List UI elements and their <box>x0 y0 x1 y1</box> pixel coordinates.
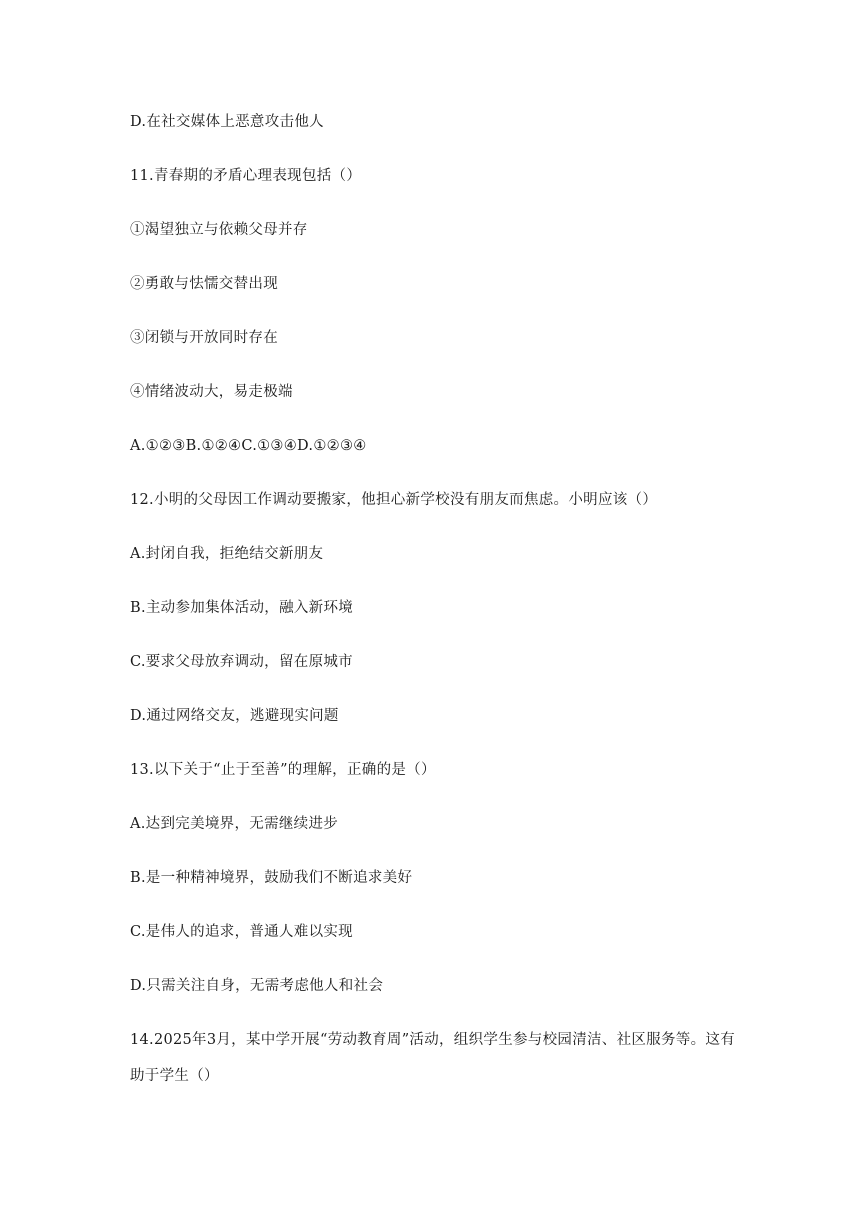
q12-option-c: C.要求父母放弃调动，留在原城市 <box>130 654 353 670</box>
q11-stem: 11.青春期的矛盾心理表现包括（） <box>130 168 362 184</box>
q13-stem: 13.以下关于“止于至善”的理解，正确的是（） <box>130 762 436 778</box>
q11-options: A.①②③B.①②④C.①③④D.①②③④ <box>130 438 367 454</box>
q12-option-b: B.主动参加集体活动，融入新环境 <box>130 600 354 616</box>
q12-option-d: D.通过网络交友，逃避现实问题 <box>130 708 339 724</box>
q12-option-a: A.封闭自我，拒绝结交新朋友 <box>130 546 324 562</box>
q12-stem: 12.小明的父母因工作调动要搬家，他担心新学校没有朋友而焦虑。小明应该（） <box>130 492 658 508</box>
q13-option-c: C.是伟人的追求，普通人难以实现 <box>130 924 353 940</box>
q11-statement-2: ②勇敢与怯懦交替出现 <box>130 276 278 292</box>
q11-statement-1: ①渴望独立与依赖父母并存 <box>130 222 308 238</box>
q13-option-a: A.达到完美境界，无需继续进步 <box>130 816 339 832</box>
q13-option-d: D.只需关注自身，无需考虑他人和社会 <box>130 978 384 994</box>
q13-option-b: B.是一种精神境界，鼓励我们不断追求美好 <box>130 870 413 886</box>
q11-statement-3: ③闭锁与开放同时存在 <box>130 330 278 346</box>
q10-option-d: D.在社交媒体上恶意攻击他人 <box>130 114 324 130</box>
q14-stem: 14.2025年3月，某中学开展“劳动教育周”活动，组织学生参与校园清洁、社区服务等。这有助于学生（） <box>130 1032 736 1084</box>
q11-statement-4: ④情绪波动大，易走极端 <box>130 384 293 400</box>
